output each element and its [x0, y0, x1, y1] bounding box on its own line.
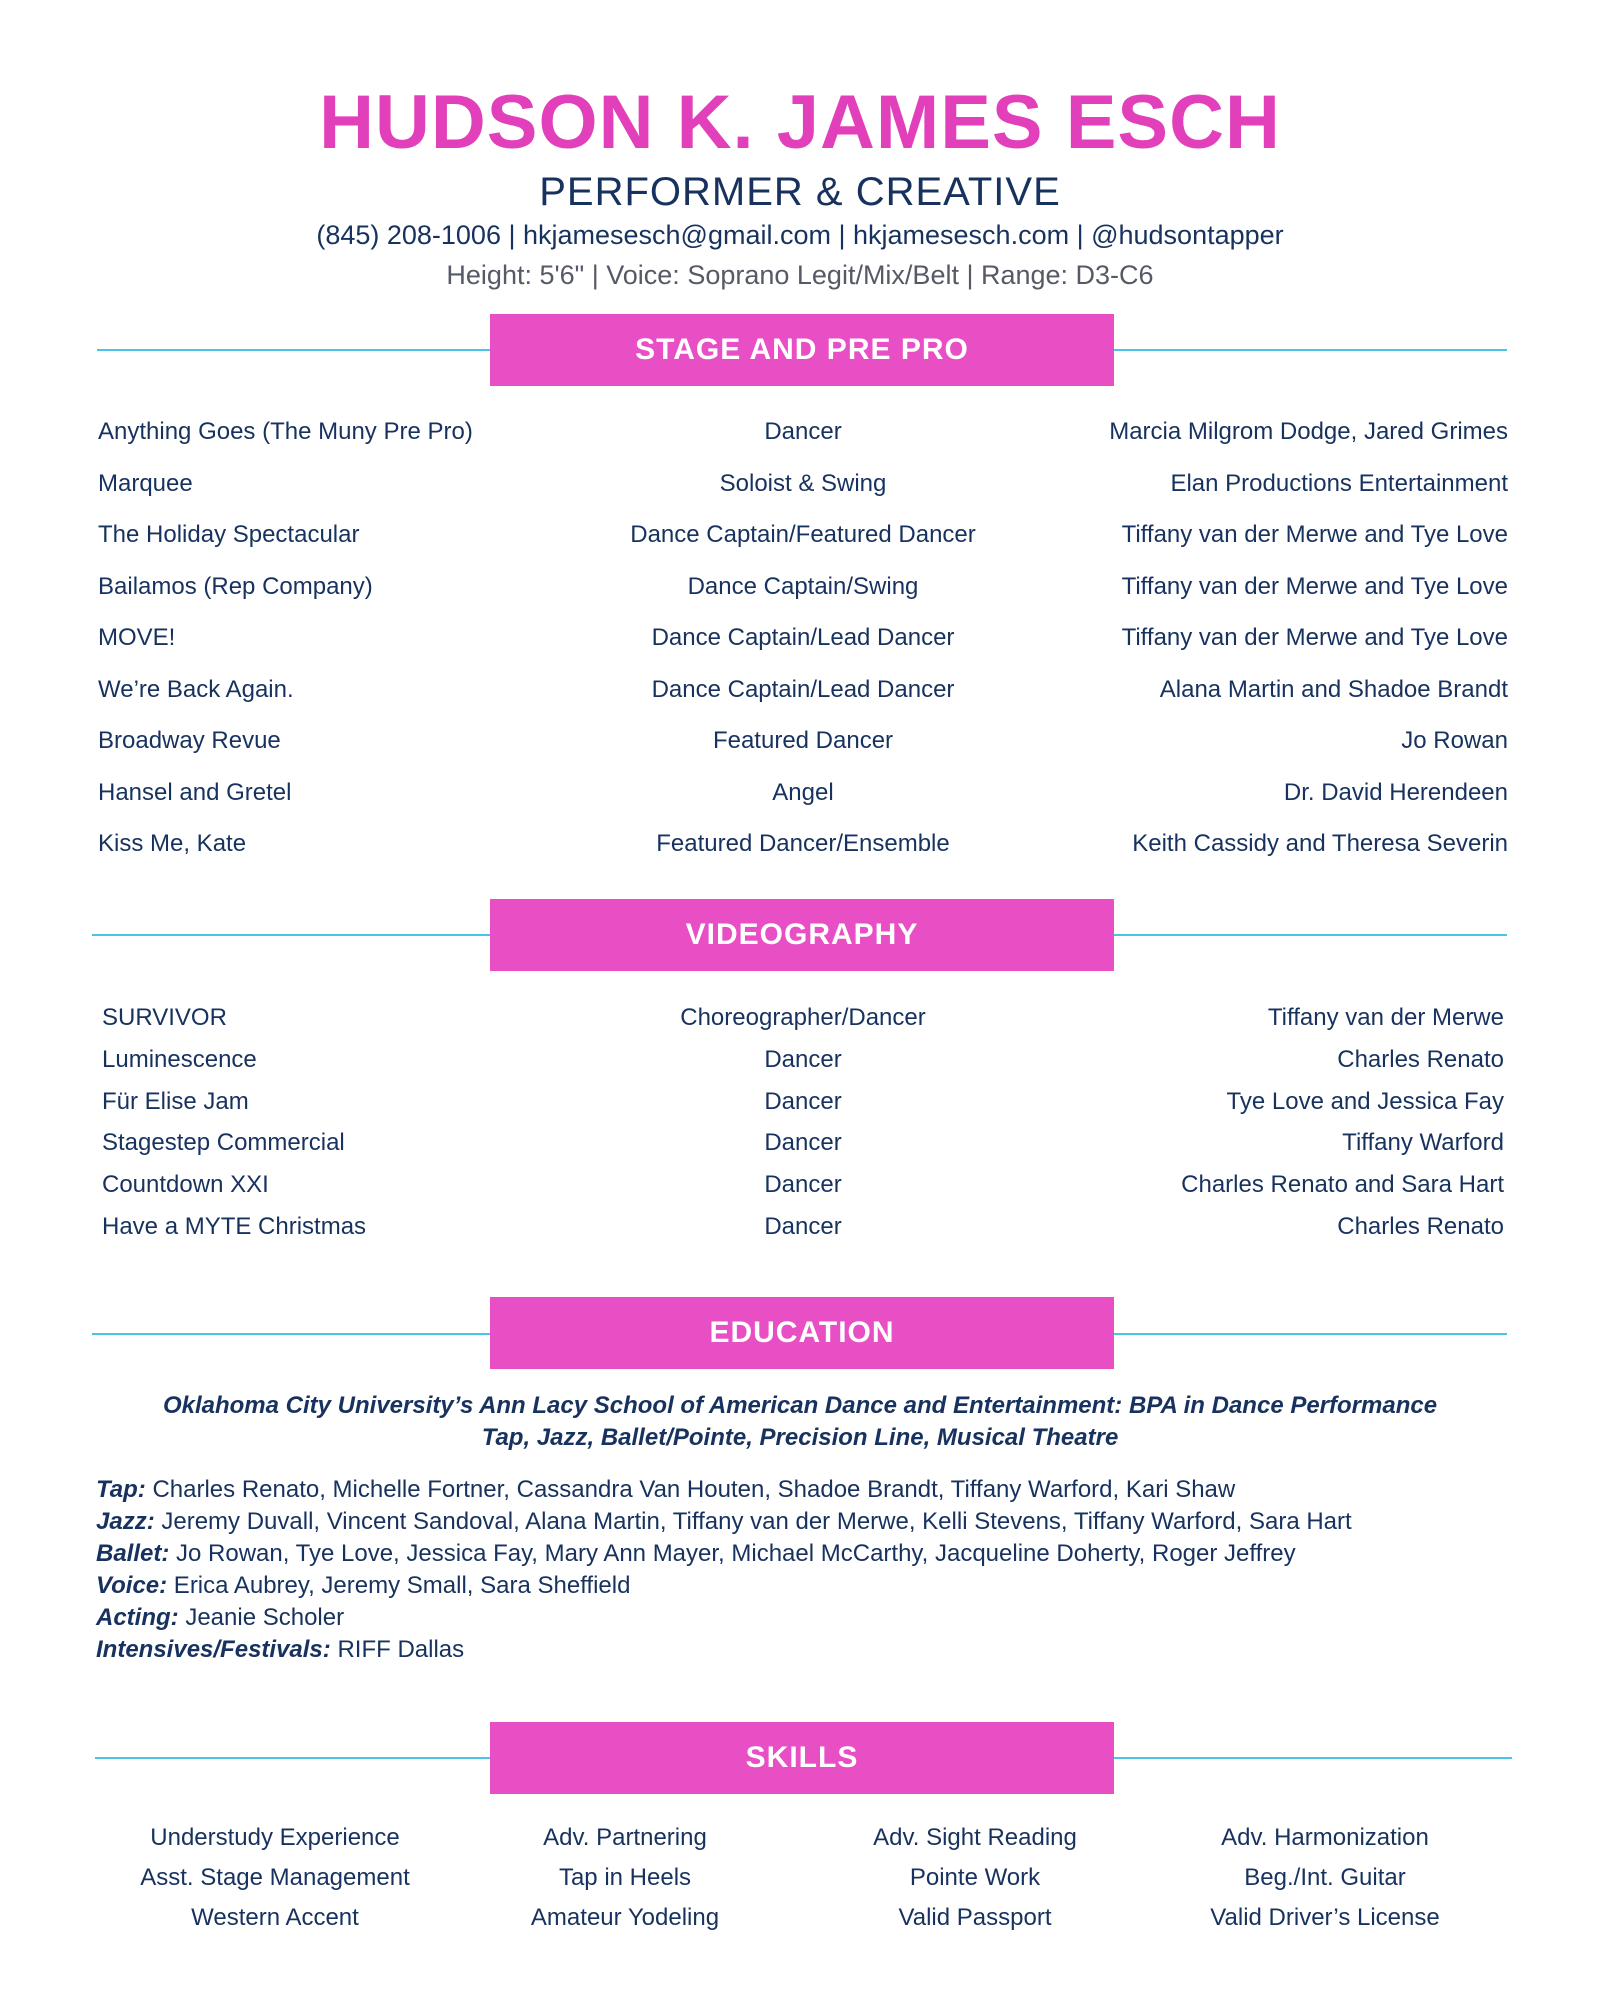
credit-row — [98, 624, 1508, 676]
teacher-category: Voice: — [96, 1572, 168, 1599]
teacher-names: Jo Rowan, Tye Love, Jessica Fay, Mary Ann Mayer, Michael McCarthy, Jacqueline Doherty, Roger Jeffrey — [169, 1540, 1296, 1567]
credit-show: MOVE! — [98, 624, 176, 651]
credit-show: Luminescence — [102, 1045, 257, 1073]
credit-director: Marcia Milgrom Dodge, Jared Grimes — [1109, 418, 1508, 445]
teacher-names: Jeanie Scholer — [178, 1604, 345, 1631]
credit-show: Have a MYTE Christmas — [102, 1212, 367, 1240]
credit-role: Angel — [772, 778, 834, 806]
credit-director: Keith Cassidy and Theresa Severin — [1132, 830, 1508, 857]
credit-show: Countdown XXI — [102, 1171, 269, 1199]
credit-director: Charles Renato — [1337, 1045, 1504, 1073]
teacher-line — [96, 1634, 1526, 1666]
credit-role: Dance Captain/Lead Dancer — [651, 675, 955, 703]
section-rule-right — [1112, 1757, 1512, 1759]
credit-row — [98, 418, 1508, 470]
credit-role: Dancer — [764, 1045, 842, 1073]
teacher-line — [96, 1570, 1526, 1602]
credit-show: Für Elise Jam — [102, 1087, 249, 1115]
skill-item: Western Accent — [191, 1904, 359, 1931]
credit-show: We’re Back Again. — [98, 675, 294, 703]
section-rule-left — [95, 1757, 492, 1759]
skills-column — [95, 1818, 455, 1938]
skill-item: Tap in Heels — [558, 1864, 692, 1891]
skills-column — [795, 1818, 1155, 1938]
credit-director: Tiffany van der Merwe and Tye Love — [1121, 521, 1508, 548]
skill-item: Valid Passport — [898, 1904, 1052, 1931]
credit-role: Dancer — [764, 1129, 842, 1157]
credit-show: Hansel and Gretel — [98, 778, 292, 806]
credit-row — [102, 1213, 1504, 1255]
skills-column — [445, 1818, 805, 1938]
stage-table — [98, 418, 1508, 882]
credit-row — [98, 521, 1508, 573]
teacher-names: Charles Renato, Michelle Fortner, Cassandra Van Houten, Shadoe Brandt, Tiffany Warford, Kari Shaw — [145, 1476, 1236, 1503]
section-banner-education: EDUCATION — [490, 1297, 1114, 1369]
skill-item: Adv. Harmonization — [1221, 1824, 1429, 1851]
credit-director: Charles Renato and Sara Hart — [1181, 1171, 1504, 1199]
physical-stats: Height: 5'6" | Voice: Soprano Legit/Mix/Belt | Range: D3-C6 — [446, 260, 1154, 290]
credit-show: SURVIVOR — [102, 1004, 227, 1031]
section-rule-left — [97, 349, 492, 351]
credit-row — [98, 470, 1508, 522]
teacher-line — [96, 1602, 1526, 1634]
credit-show: Kiss Me, Kate — [98, 830, 247, 857]
teacher-names: Jeremy Duvall, Vincent Sandoval, Alana Martin, Tiffany van der Merwe, Kelli Stevens, Tiffany Warford, Sara Hart — [154, 1508, 1352, 1535]
credit-row — [98, 779, 1508, 831]
teacher-category: Jazz: — [96, 1508, 155, 1535]
credit-row — [102, 1171, 1504, 1213]
section-rule-left — [92, 1333, 492, 1335]
credit-row — [102, 1004, 1504, 1046]
section-banner-stage: STAGE AND PRE PRO — [490, 314, 1114, 386]
credit-role: Dance Captain/Lead Dancer — [651, 624, 955, 651]
credit-director: Alana Martin and Shadoe Brandt — [1159, 675, 1508, 703]
credit-role: Soloist & Swing — [719, 469, 887, 497]
teacher-category: Tap: — [96, 1476, 146, 1503]
credit-row — [98, 676, 1508, 728]
credit-director: Tiffany van der Merwe and Tye Love — [1121, 572, 1508, 600]
credit-director: Elan Productions Entertainment — [1170, 469, 1508, 497]
section-banner-videography: VIDEOGRAPHY — [490, 899, 1114, 971]
skill-item: Asst. Stage Management — [140, 1864, 410, 1891]
skill-item: Amateur Yodeling — [530, 1904, 720, 1931]
teacher-category: Acting: — [96, 1604, 179, 1631]
credit-show: Bailamos (Rep Company) — [98, 572, 373, 600]
section-banner-skills: SKILLS — [490, 1722, 1114, 1794]
skill-item: Adv. Partnering — [543, 1824, 707, 1851]
section-rule-right — [1112, 1333, 1507, 1335]
credit-show: Marquee — [98, 469, 193, 497]
teacher-line — [96, 1506, 1526, 1538]
credit-director: Dr. David Herendeen — [1283, 778, 1508, 806]
credit-row — [98, 830, 1508, 882]
credit-director: Tye Love and Jessica Fay — [1226, 1087, 1504, 1115]
contact-info: (845) 208-1006 | hkjamesesch@gmail.com | hkjamesesch.com | @hudsontapper — [316, 220, 1284, 250]
credit-row — [98, 573, 1508, 625]
credit-director: Charles Renato — [1337, 1212, 1504, 1240]
section-rule-right — [1112, 934, 1507, 936]
credit-show: Broadway Revue — [98, 727, 281, 754]
teacher-list — [96, 1474, 1526, 1666]
skills-column — [1145, 1818, 1505, 1938]
education-school: Oklahoma City University’s Ann Lacy School of American Dance and Entertainment: BPA in Dance Performance — [162, 1392, 1438, 1419]
credit-role: Featured Dancer/Ensemble — [656, 830, 950, 857]
credit-role: Dancer — [764, 1212, 842, 1240]
credit-role: Dance Captain/Swing — [687, 572, 919, 600]
section-rule-right — [1112, 349, 1507, 351]
teacher-category: Ballet: — [96, 1540, 170, 1567]
credit-director: Tiffany van der Merwe and Tye Love — [1121, 624, 1508, 651]
credit-role: Dancer — [764, 1171, 842, 1199]
section-rule-left — [92, 934, 492, 936]
skill-item: Valid Driver’s License — [1210, 1904, 1440, 1931]
teacher-line — [96, 1538, 1526, 1570]
teacher-category: Intensives/Festivals: — [96, 1636, 331, 1663]
performer-name: HUDSON K. JAMES ESCH — [319, 80, 1281, 165]
education-focus: Tap, Jazz, Ballet/Pointe, Precision Line, Musical Theatre — [481, 1424, 1119, 1451]
performer-title: PERFORMER & CREATIVE — [539, 170, 1061, 214]
teacher-names: Erica Aubrey, Jeremy Small, Sara Sheffield — [167, 1572, 631, 1599]
credit-director: Tiffany Warford — [1342, 1129, 1504, 1157]
skill-item: Pointe Work — [909, 1864, 1041, 1891]
credit-director: Jo Rowan — [1401, 727, 1508, 754]
credit-role: Dancer — [764, 418, 842, 445]
credit-row — [102, 1046, 1504, 1088]
skill-item: Adv. Sight Reading — [873, 1824, 1077, 1851]
skill-item: Beg./Int. Guitar — [1244, 1864, 1406, 1891]
credit-role: Dance Captain/Featured Dancer — [630, 521, 976, 548]
credit-show: Anything Goes (The Muny Pre Pro) — [98, 418, 473, 445]
credit-show: The Holiday Spectacular — [98, 521, 360, 548]
credit-row — [98, 727, 1508, 779]
credit-role: Choreographer/Dancer — [680, 1004, 926, 1031]
credit-role: Featured Dancer — [712, 727, 894, 754]
credit-role: Dancer — [764, 1087, 842, 1115]
credit-director: Tiffany van der Merwe — [1267, 1004, 1504, 1031]
credit-row — [102, 1088, 1504, 1130]
credit-row — [102, 1129, 1504, 1171]
credit-show: Stagestep Commercial — [102, 1129, 345, 1157]
videography-table — [102, 1004, 1504, 1255]
teacher-line — [96, 1474, 1526, 1506]
teacher-names: RIFF Dallas — [330, 1636, 465, 1663]
skill-item: Understudy Experience — [150, 1824, 400, 1851]
